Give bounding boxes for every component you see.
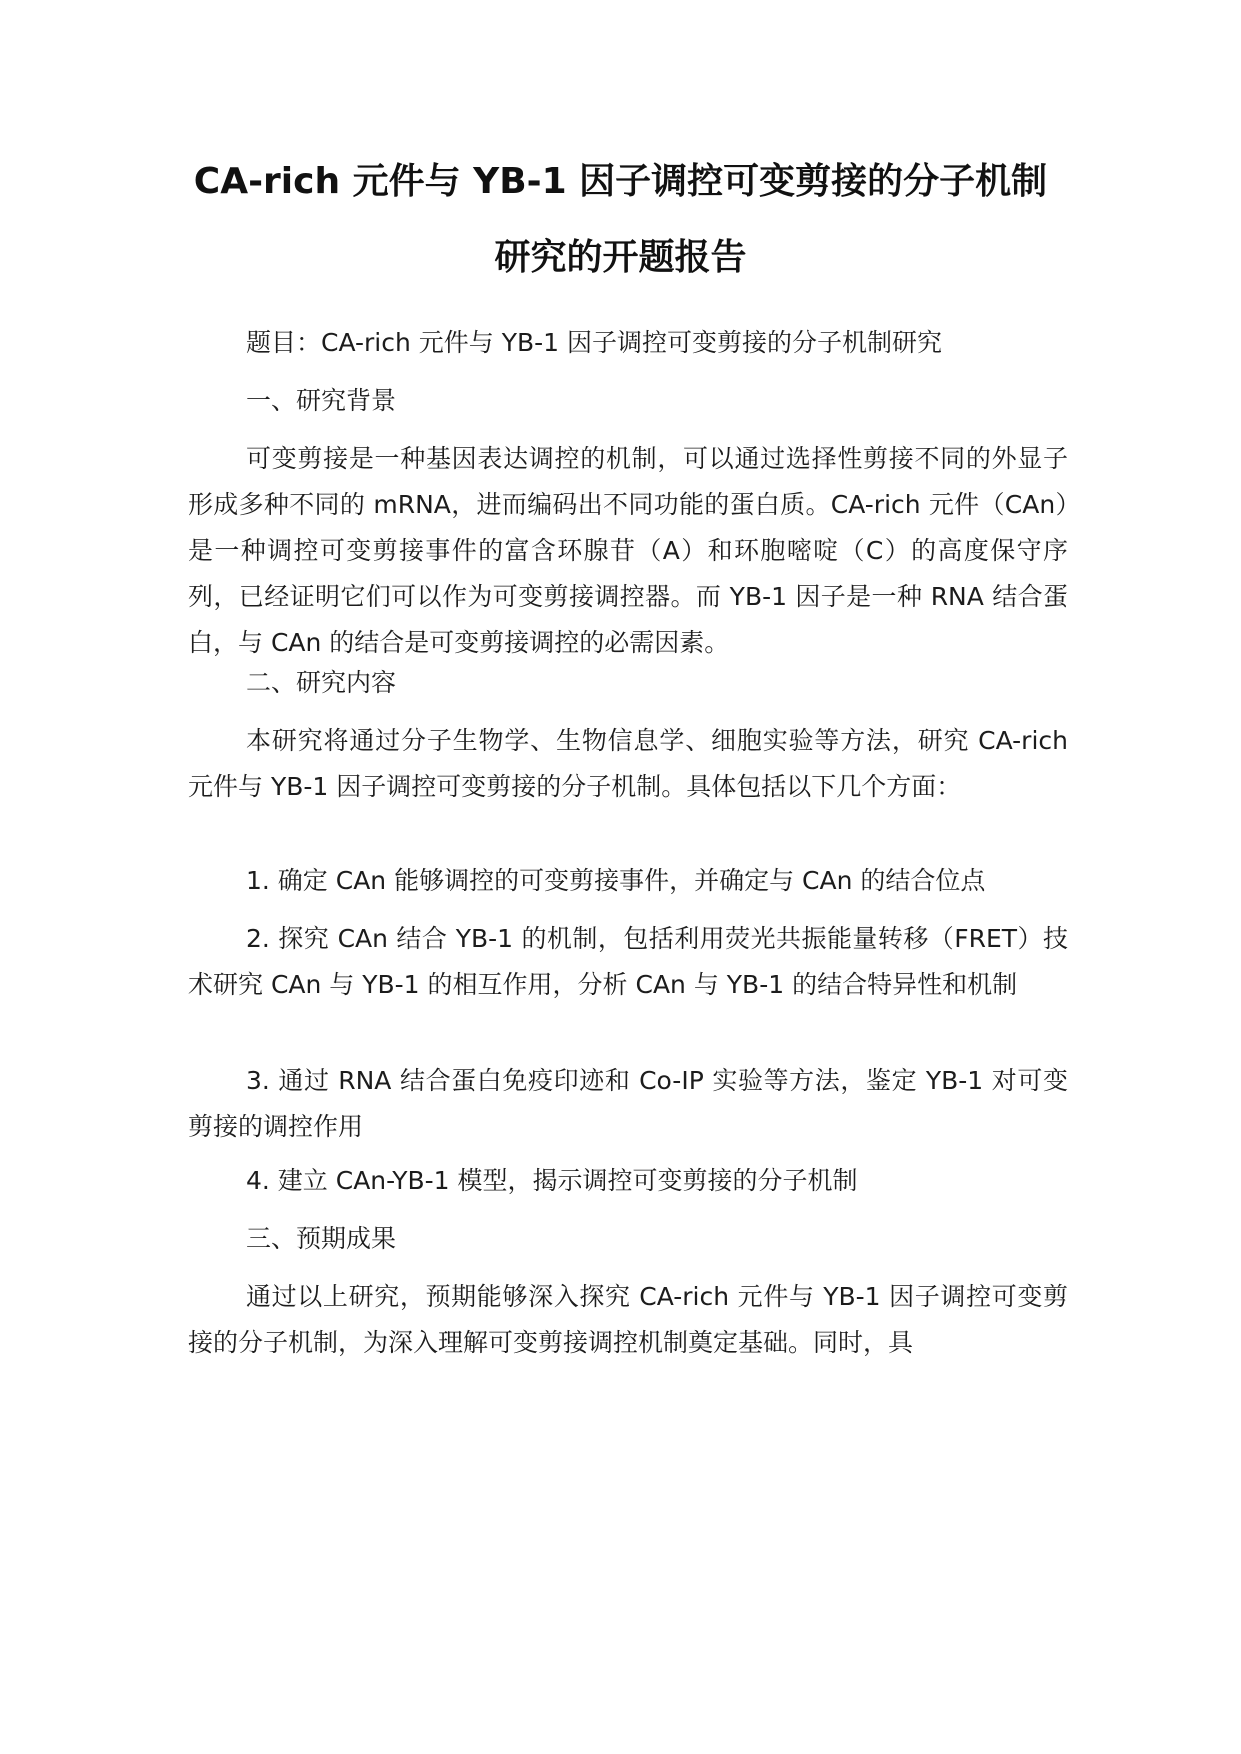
content-item-2: 2. 探究 CAn 结合 YB-1 的机制，包括利用荧光共振能量转移（FRET）技术研究 CAn 与 YB-1 的相互作用，分析 CAn 与 YB-1 的结合特异性和机制 [188,924,1068,999]
outcomes-paragraph: 通过以上研究，预期能够深入探究 CA-rich 元件与 YB-1 因子调控可变剪接的分子机制，为深入理解可变剪接调控机制奠定基础。同时，具 [188,1282,1068,1357]
document-title-line-1: CA-rich 元件与 YB-1 因子调控可变剪接的分子机制 [193,161,1048,202]
document-title-line-2: 研究的开题报告 [494,237,747,278]
section-heading-outcomes: 三、预期成果 [246,1224,397,1253]
content-item-3: 3. 通过 RNA 结合蛋白免疫印迹和 Co-IP 实验等方法，鉴定 YB-1 对可变剪接的调控作用 [188,1066,1068,1141]
content-item-1: 1. 确定 CAn 能够调控的可变剪接事件，并确定与 CAn 的结合位点 [246,866,986,895]
section-heading-content: 二、研究内容 [246,668,397,697]
content-intro-paragraph: 本研究将通过分子生物学、生物信息学、细胞实验等方法，研究 CA-rich 元件与 YB-1 因子调控可变剪接的分子机制。具体包括以下几个方面： [188,726,1068,801]
content-item-4: 4. 建立 CAn-YB-1 模型，揭示调控可变剪接的分子机制 [246,1166,858,1195]
section-heading-background: 一、研究背景 [246,386,397,415]
topic-line: 题目：CA-rich 元件与 YB-1 因子调控可变剪接的分子机制研究 [246,328,943,357]
background-paragraph: 可变剪接是一种基因表达调控的机制，可以通过选择性剪接不同的外显子形成多种不同的 mRNA，进而编码出不同功能的蛋白质。CA-rich 元件（CAn）是一种调控可变剪接事件的富含环腺苷（A）和环胞嘧啶（C）的高度保守序列，已经证明它们可以作为可变剪接调控器。而 YB-1 因子是一种 RNA 结合蛋白，与 CAn 的结合是可变剪接调控的必需因素。 [188,444,1068,657]
